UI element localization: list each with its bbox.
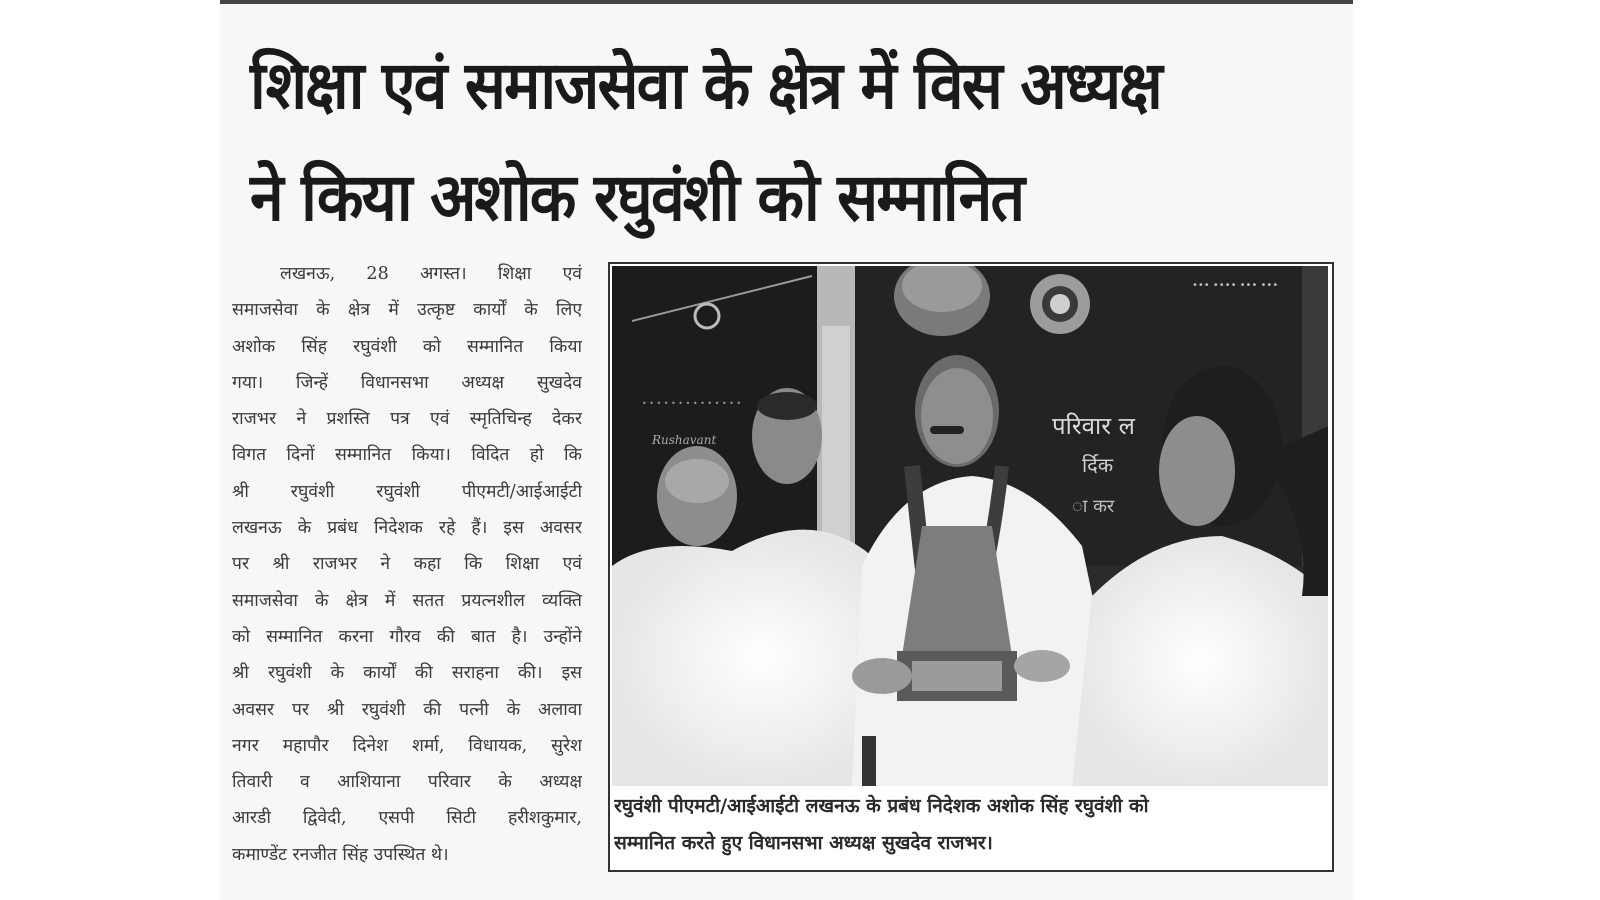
body-line: समाजसेवा के क्षेत्र में उत्कृष्ट कार्यों के लिए (232, 300, 582, 321)
body-line: श्री रघुवंशी के कार्यों की सराहना की। इस (232, 663, 582, 684)
headline-line-2: ने किया अशोक रघुवंशी को सम्मानित (250, 159, 1024, 236)
body-line: लखनऊ के प्रबंध निदेशक रहे हैं। इस अवसर (232, 518, 582, 539)
body-line: पर श्री राजभर ने कहा कि शिक्षा एवं (232, 554, 582, 575)
svg-text:र्दिक: र्दिक (1082, 453, 1114, 477)
headline-line-1: शिक्षा एवं समाजसेवा के क्षेत्र में विस अध्यक्ष (250, 47, 1161, 124)
news-photo (612, 266, 1328, 786)
svg-text:ा कर: ा कर (1072, 496, 1115, 517)
top-rule-divider (220, 0, 1353, 4)
photo-illustration (612, 266, 1328, 786)
body-line: कमाण्डेंट रनजीत सिंह उपस्थित थे। (232, 844, 449, 865)
body-line: लखनऊ, 28 अगस्त। शिक्षा एवं (280, 264, 582, 284)
body-line: राजभर ने प्रशस्ति पत्र एवं स्मृतिचिन्ह देकर (232, 409, 582, 430)
body-line: तिवारी व आशियाना परिवार के अध्यक्ष (232, 772, 582, 793)
body-line: अशोक सिंह रघुवंशी को सम्मानित किया (232, 336, 582, 357)
body-line: अवसर पर श्री रघुवंशी की पत्नी के अलावा (232, 699, 582, 720)
body-line: नगर महापौर दिनेश शर्मा, विधायक, सुरेश (232, 735, 582, 756)
article-body (232, 256, 582, 873)
body-line: को सम्मानित करना गौरव की बात है। उन्होंने (232, 626, 582, 647)
body-line: गया। जिन्हें विधानसभा अध्यक्ष सुखदेव (232, 372, 582, 393)
headline (250, 30, 1253, 254)
svg-text:• • • • • • • • • • • • • •: • • • • • • • • • • • • • • (642, 399, 742, 408)
body-line: विगत दिनों सम्मानित किया। विदित हो कि (232, 445, 582, 466)
svg-text:Rushavant: Rushavant (652, 433, 717, 447)
caption-line-2: सम्मानित करते हुए विधानसभा अध्यक्ष सुखदेव राजभर। (614, 832, 993, 854)
caption-line-1: रघुवंशी पीएमटी/आईआईटी लखनऊ के प्रबंध निदेशक अशोक सिंह रघुवंशी को (614, 795, 1149, 817)
newspaper-clipping (220, 0, 1353, 900)
body-line: आरडी द्विवेदी, एसपी सिटी हरीशकुमार, (232, 808, 582, 829)
svg-text:परिवार ल: परिवार ल (1052, 412, 1135, 440)
body-line: श्री रघुवंशी रघुवंशी पीएमटी/आईआईटी (232, 481, 582, 502)
body-line: समाजसेवा के क्षेत्र में सतत प्रयत्नशील व्यक्ति (232, 590, 582, 611)
photo-with-caption (608, 262, 1334, 872)
svg-text:••• •••• ••• •••: ••• •••• ••• ••• (1192, 280, 1279, 291)
photo-caption (614, 788, 1326, 862)
